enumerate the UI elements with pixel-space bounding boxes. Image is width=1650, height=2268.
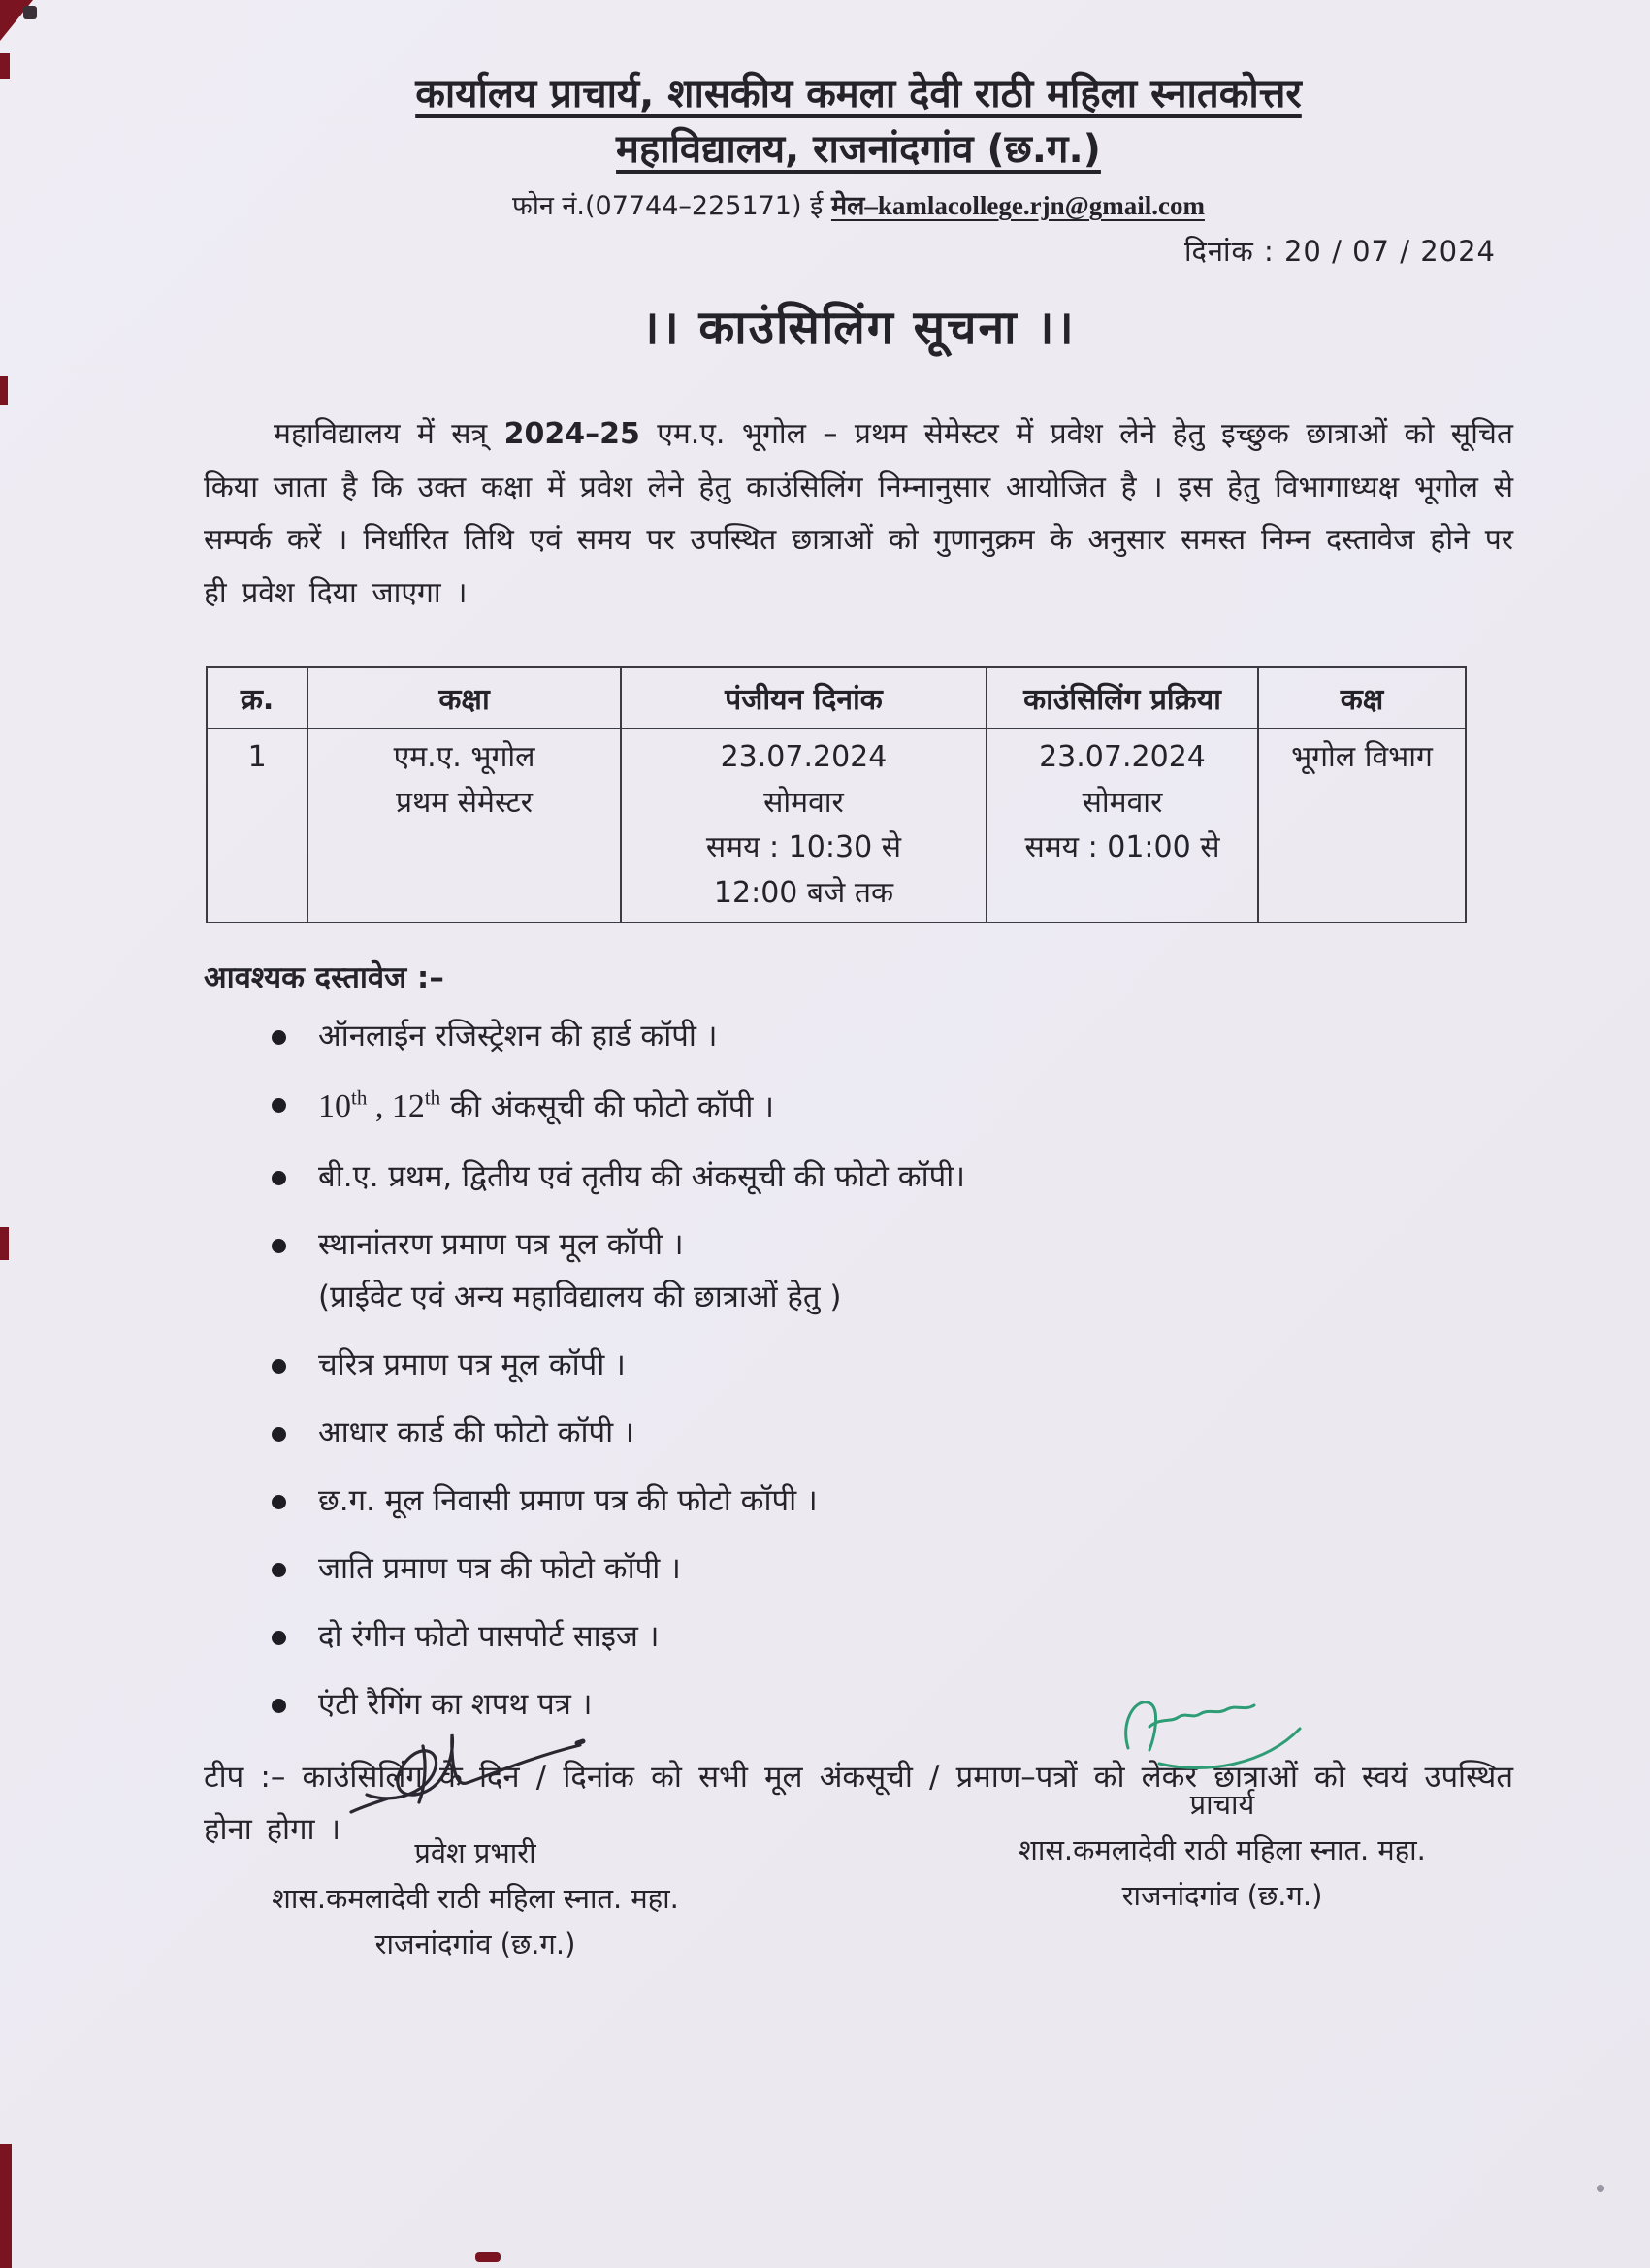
signatory-org-line2: राजनांदगांव (छ.ग.) (1121, 1878, 1323, 1912)
cell-class: एम.ए. भूगोल प्रथम सेमेस्टर (307, 729, 621, 923)
list-item-subnote: (प्राईवेट एवं अन्य महाविद्यालय की छात्राओं हेतु ) (318, 1280, 842, 1315)
scan-artifact (0, 1227, 9, 1260)
bullet-icon (272, 1359, 286, 1374)
bullet-icon (272, 1427, 286, 1442)
signatory-org-line1: शास.कमलादेवी राठी महिला स्नात. महा. (272, 1881, 679, 1915)
list-item: ऑनलाईन रजिस्ट्रेशन की हार्ड कॉपी । (318, 1015, 1513, 1058)
list-item: चरित्र प्रमाण पत्र मूल कॉपी । (318, 1344, 1513, 1387)
cell-registration-date: 23.07.2024 सोमवार समय : 10:30 से 12:00 बजे तक (621, 729, 987, 923)
scan-artifact (23, 6, 37, 19)
list-item: बी.ए. प्रथम, द्वितीय एवं तृतीय की अंकसूची की फोटो कॉपी। (318, 1155, 1513, 1199)
intro-part2: एम.ए. भूगोल – प्रथम सेमेस्टर में प्रवेश लेने हेतु इच्छुक छात्राओं को सूचित किया जाता है कि उक्त कक्षा में प्रवेश लेने हेतु काउंसिलिंग निम्नानुसार आयोजित है । इस हेतु विभागाध्यक्ष भूगोल से सम्पर्क करें । निर्धारित तिथि एवं समय पर उपस्थित छात्राओं को गुणानुक्रम के अनुसार समस्त निम्न दस्तावेज होने पर ही प्रवेश दिया जाएगा । (204, 417, 1513, 610)
bullet-icon (272, 1030, 286, 1045)
letterhead (204, 68, 1513, 222)
signature-block-principal (931, 1688, 1513, 1967)
bullet-icon (272, 1239, 286, 1253)
bullet-icon (272, 1563, 286, 1577)
notice-title: ।। काउंसिलिंग सूचना ।। (641, 301, 1076, 355)
cell-room: भूगोल विभाग (1258, 729, 1466, 923)
list-item: आधार कार्ड की फोटो कॉपी । (318, 1411, 1513, 1455)
college-name-line1: कार्यालय प्राचार्य, शासकीय कमला देवी राठी महिला स्नातकोत्तर (415, 72, 1302, 116)
signatory-org-line2: राजनांदगांव (छ.ग.) (374, 1927, 576, 1960)
list-item: एंटी रैगिंग का शपथ पत्र । (318, 1683, 1513, 1727)
col-header-class: कक्षा (307, 667, 621, 729)
documents-heading: आवश्यक दस्तावेज :– (204, 960, 444, 996)
email-address: मेल–kamlacollege.rjn@gmail.com (830, 191, 1205, 220)
list-item: स्थानांतरण प्रमाण पत्र मूल कॉपी । (प्राईवेट एवं अन्य महाविद्यालय की छात्राओं हेतु ) (318, 1223, 1513, 1320)
bullet-icon (272, 1495, 286, 1509)
bullet-icon (272, 1098, 286, 1113)
documents-list (204, 1015, 1513, 1727)
list-item: जाति प्रमाण पत्र की फोटो कॉपी । (318, 1547, 1513, 1591)
signature-block-admission-incharge (204, 1688, 747, 1967)
counseling-schedule-table (206, 666, 1467, 923)
list-item: 10th , 12th की अंकसूची की फोटो कॉपी । (318, 1083, 1513, 1130)
list-item: दो रंगीन फोटो पासपोर्ट साइज । (318, 1615, 1513, 1659)
intro-part1: महाविद्यालय में सत्र् (274, 417, 504, 451)
cell-counseling-date: 23.07.2024 सोमवार समय : 01:00 से (987, 729, 1258, 923)
scan-artifact (0, 2144, 12, 2268)
bullet-icon (272, 1631, 286, 1645)
college-name-line2: महाविद्यालय, राजनांदगांव (छ.ग.) (616, 127, 1101, 172)
scan-artifact (0, 376, 8, 405)
scan-artifact (0, 53, 10, 79)
table-header-row (207, 667, 1466, 729)
col-header-serial: क्र. (207, 667, 307, 729)
handwritten-signature-icon (330, 1717, 621, 1829)
contact-line (204, 186, 1513, 222)
scan-smudge (1597, 2185, 1604, 2192)
signature-row (204, 1688, 1513, 1967)
signatory-role: प्रवेश प्रभारी (414, 1836, 536, 1869)
col-header-registration: पंजीयन दिनांक (621, 667, 987, 729)
intro-paragraph (204, 408, 1513, 620)
signatory-role: प्राचार्य (1189, 1788, 1255, 1821)
notice-date: दिनांक : 20 / 07 / 2024 (1183, 235, 1496, 268)
signatory-org-line1: शास.कमलादेवी राठी महिला स्नात. महा. (1019, 1832, 1426, 1866)
cell-serial: 1 (207, 729, 307, 923)
list-item: छ.ग. मूल निवासी प्रमाण पत्र की फोटो कॉपी । (318, 1479, 1513, 1523)
session-year: 2024–25 (503, 417, 640, 451)
note-paragraph: टीप :– काउंसिलिंग के दिन / दिनांक को सभी मूल अंकसूची / प्रमाण–पत्रों को लेकर छात्राओं को स्वयं उपस्थित होना होगा । (204, 1760, 1513, 1848)
scan-artifact (475, 2252, 501, 2262)
phone-number: फोन नं.(07744–225171) ई (512, 191, 831, 221)
col-header-room: कक्ष (1258, 667, 1466, 729)
table-row (207, 729, 1466, 923)
handwritten-signature-icon (1101, 1688, 1343, 1780)
bullet-icon (272, 1171, 286, 1185)
col-header-counseling: काउंसिलिंग प्रक्रिया (987, 667, 1258, 729)
